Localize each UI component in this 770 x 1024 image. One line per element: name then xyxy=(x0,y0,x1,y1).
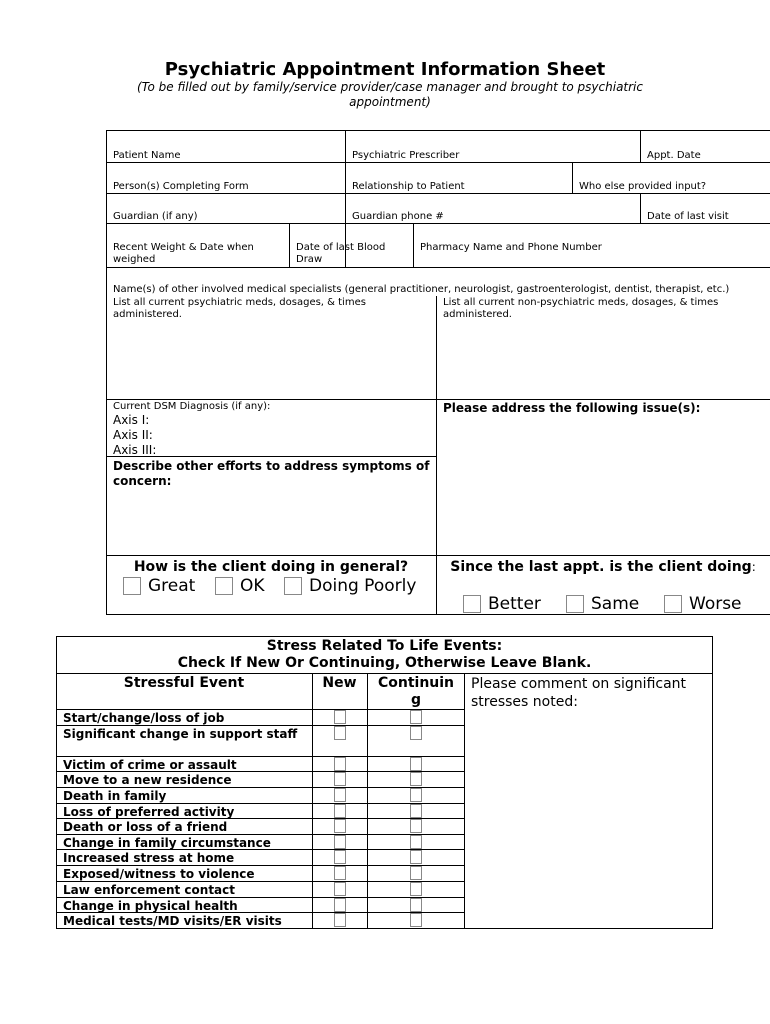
new-checkbox[interactable] xyxy=(334,866,346,880)
page-subtitle: (To be filled out by family/service provider/case manager and brought to psychiatric appointment) xyxy=(137,80,643,109)
grid-line xyxy=(106,130,107,614)
grid-line xyxy=(56,803,464,804)
continuing-checkbox[interactable] xyxy=(410,913,422,927)
same-checkbox[interactable] xyxy=(566,595,584,613)
grid-line xyxy=(56,673,713,674)
worse-checkbox[interactable] xyxy=(664,595,682,613)
new-checkbox[interactable] xyxy=(334,913,346,927)
event-label: Move to a new residence xyxy=(63,773,232,787)
grid-line xyxy=(289,223,290,267)
axis-2-field[interactable]: Axis II: xyxy=(113,428,153,442)
recent-weight-field[interactable]: Recent Weight & Date when weighed xyxy=(113,242,254,265)
worse-label: Worse xyxy=(689,594,742,614)
new-checkbox[interactable] xyxy=(334,804,346,818)
grid-line xyxy=(640,193,641,223)
col-new: New xyxy=(322,675,357,691)
doing-poorly-checkbox[interactable] xyxy=(284,577,302,595)
event-label: Law enforcement contact xyxy=(63,883,236,897)
grid-line xyxy=(106,162,770,163)
grid-line xyxy=(56,834,464,835)
great-label: Great xyxy=(148,576,196,596)
event-label: Increased stress at home xyxy=(63,851,235,865)
grid-line xyxy=(106,555,770,556)
event-label: Significant change in support staff xyxy=(63,727,298,741)
relationship-field[interactable]: Relationship to Patient xyxy=(352,181,465,192)
axis-1-field[interactable]: Axis I: xyxy=(113,413,150,427)
continuing-checkbox[interactable] xyxy=(410,804,422,818)
continuing-checkbox[interactable] xyxy=(410,898,422,912)
better-label: Better xyxy=(488,594,541,614)
grid-line xyxy=(56,725,464,726)
grid-line xyxy=(640,130,641,162)
stress-heading-2: Check If New Or Continuing, Otherwise Leave Blank. xyxy=(177,655,592,671)
continuing-checkbox[interactable] xyxy=(410,710,422,724)
guardian-phone-field[interactable]: Guardian phone # xyxy=(352,211,444,222)
grid-line xyxy=(436,296,437,614)
persons-completing-field[interactable]: Person(s) Completing Form xyxy=(113,181,249,192)
new-checkbox[interactable] xyxy=(334,726,346,740)
grid-line xyxy=(413,223,414,267)
continuing-checkbox[interactable] xyxy=(410,866,422,880)
general-question: How is the client doing in general? xyxy=(133,559,409,575)
ok-checkbox[interactable] xyxy=(215,577,233,595)
grid-line xyxy=(106,399,770,400)
same-label: Same xyxy=(591,594,640,614)
grid-line xyxy=(56,897,464,898)
event-label: Start/change/loss of job xyxy=(63,711,225,725)
new-checkbox[interactable] xyxy=(334,710,346,724)
continuing-checkbox[interactable] xyxy=(410,835,422,849)
psych-meds-field[interactable]: List all current psychiatric meds, dosages, & times administered. xyxy=(113,297,366,320)
grid-line xyxy=(312,673,313,929)
grid-line xyxy=(106,193,770,194)
since-question: Since the last appt. is the client doing: xyxy=(450,559,756,575)
guardian-field[interactable]: Guardian (if any) xyxy=(113,211,198,222)
continuing-checkbox[interactable] xyxy=(410,850,422,864)
continuing-checkbox[interactable] xyxy=(410,788,422,802)
grid-line xyxy=(56,709,464,710)
stress-heading-1: Stress Related To Life Events: xyxy=(266,638,503,654)
great-checkbox[interactable] xyxy=(123,577,141,595)
continuing-checkbox[interactable] xyxy=(410,757,422,771)
date-last-visit-field[interactable]: Date of last visit xyxy=(647,211,729,222)
new-checkbox[interactable] xyxy=(334,788,346,802)
grid-line xyxy=(106,130,770,131)
address-issues-field[interactable]: Please address the following issue(s): xyxy=(443,401,701,415)
event-label: Change in family circumstance xyxy=(63,836,271,850)
event-label: Exposed/witness to violence xyxy=(63,867,255,881)
continuing-checkbox[interactable] xyxy=(410,819,422,833)
who-else-field[interactable]: Who else provided input? xyxy=(579,181,707,192)
grid-line xyxy=(56,756,464,757)
grid-line xyxy=(56,865,464,866)
continuing-checkbox[interactable] xyxy=(410,726,422,740)
new-checkbox[interactable] xyxy=(334,882,346,896)
grid-line xyxy=(56,881,464,882)
new-checkbox[interactable] xyxy=(334,850,346,864)
psychiatric-prescriber-field[interactable]: Psychiatric Prescriber xyxy=(352,150,460,161)
grid-line xyxy=(56,787,464,788)
new-checkbox[interactable] xyxy=(334,898,346,912)
doing-poorly-label: Doing Poorly xyxy=(309,576,417,596)
grid-line xyxy=(106,267,770,268)
new-checkbox[interactable] xyxy=(334,757,346,771)
grid-line xyxy=(367,673,368,929)
event-label: Victim of crime or assault xyxy=(63,758,237,772)
new-checkbox[interactable] xyxy=(334,819,346,833)
dsm-diagnosis-label: Current DSM Diagnosis (if any): xyxy=(113,401,271,412)
last-blood-draw-field[interactable]: Date of last Blood Draw xyxy=(296,242,386,265)
appt-date-field[interactable]: Appt. Date xyxy=(647,150,701,161)
event-label: Loss of preferred activity xyxy=(63,805,235,819)
new-checkbox[interactable] xyxy=(334,772,346,786)
event-label: Death or loss of a friend xyxy=(63,820,228,834)
ok-label: OK xyxy=(240,576,265,596)
col-continuing: Continuin g xyxy=(377,675,455,708)
grid-line xyxy=(106,614,770,615)
grid-line xyxy=(464,673,465,929)
specialists-field[interactable]: Name(s) of other involved medical specialists (general practitioner, neurologist, gastroenterologist, dentist, therapist, etc.) xyxy=(113,284,730,295)
comment-field[interactable]: Please comment on significant stresses noted: xyxy=(471,676,687,710)
nonpsych-meds-field[interactable]: List all current non-psychiatric meds, dosages, & times administered. xyxy=(443,297,719,320)
continuing-checkbox[interactable] xyxy=(410,772,422,786)
axis-3-field[interactable]: Axis III: xyxy=(113,443,157,457)
other-efforts-field[interactable]: Describe other efforts to address symptoms of concern: xyxy=(113,459,430,488)
grid-line xyxy=(106,223,770,224)
event-label: Change in physical health xyxy=(63,899,238,913)
page-title: Psychiatric Appointment Information Sheet xyxy=(164,59,606,80)
grid-line xyxy=(572,162,573,193)
event-label: Death in family xyxy=(63,789,167,803)
patient-name-field[interactable]: Patient Name xyxy=(113,150,181,161)
continuing-checkbox[interactable] xyxy=(410,882,422,896)
pharmacy-field[interactable]: Pharmacy Name and Phone Number xyxy=(420,242,602,253)
col-stressful-event: Stressful Event xyxy=(123,675,245,691)
new-checkbox[interactable] xyxy=(334,835,346,849)
better-checkbox[interactable] xyxy=(463,595,481,613)
event-label: Medical tests/MD visits/ER visits xyxy=(63,914,282,928)
